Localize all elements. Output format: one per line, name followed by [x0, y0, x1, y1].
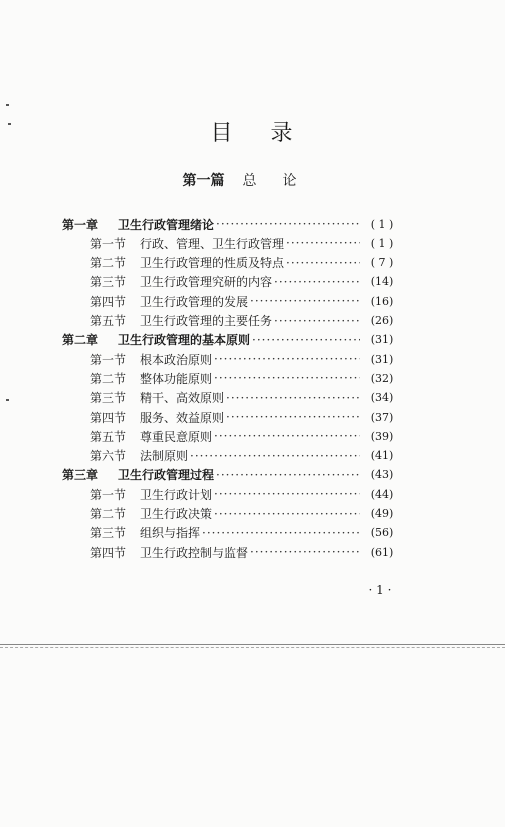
dot-leader: [274, 314, 360, 328]
dot-leader: [216, 217, 360, 231]
page-ref: (34): [370, 391, 394, 405]
page-ref: (41): [370, 449, 394, 463]
page-bottom-rule: [0, 644, 505, 648]
section-title: 卫生行政管理的性质及特点: [140, 256, 285, 271]
page-ref: ( 7 ): [370, 256, 394, 270]
section-label: 第三节: [90, 275, 127, 290]
toc-section-row: [90, 407, 402, 427]
section-title: 卫生行政管理的主要任务: [140, 314, 273, 328]
margin-mark: [6, 399, 9, 401]
chapter-label: 第一章: [62, 217, 99, 232]
section-title: 服务、效益原则: [140, 410, 225, 425]
section-title: 精干、高效原则: [140, 391, 225, 406]
page-ref: ( 1 ): [370, 217, 394, 231]
section-label: 第四节: [90, 294, 127, 309]
dot-leader: [226, 410, 360, 424]
section-title: 卫生行政控制与监督: [140, 545, 249, 560]
toc-section-row: [90, 523, 402, 543]
section-label: 第四节: [90, 410, 127, 425]
section-title: 行政、管理、卫生行政管理: [140, 236, 285, 251]
toc-section-row: [90, 349, 402, 369]
section-label: 第六节: [90, 449, 127, 464]
part-heading: [0, 170, 505, 190]
dot-leader: [274, 275, 360, 289]
page-ref: (44): [370, 487, 394, 501]
section-label: 第一节: [90, 236, 127, 251]
section-label: 第二节: [90, 256, 127, 271]
page-ref: (26): [370, 314, 394, 327]
chapter-label: 第三章: [62, 468, 99, 483]
toc-section-row: [90, 272, 402, 292]
toc-section-row: [90, 426, 402, 446]
margin-mark: [8, 123, 11, 125]
section-title: 卫生行政计划: [140, 487, 213, 502]
toc-section-row: [90, 291, 402, 311]
page-ref: (37): [370, 410, 394, 424]
section-title: 根本政治原则: [140, 352, 213, 367]
part-name: 总论: [242, 173, 323, 189]
toc-section-row: [90, 368, 402, 388]
section-label: 第一节: [90, 487, 127, 502]
chapter-label: 第二章: [62, 333, 99, 348]
toc-section-row: [90, 542, 402, 562]
page-ref: (56): [370, 526, 394, 540]
toc-section-row: [90, 446, 402, 466]
dot-leader: [226, 391, 360, 405]
section-title: 法制原则: [140, 449, 189, 464]
toc-section-row: [90, 504, 402, 524]
page-ref: (39): [370, 429, 394, 443]
dot-leader: [286, 256, 360, 270]
toc-section-row: [90, 311, 402, 331]
section-label: 第二节: [90, 371, 127, 386]
part-label: 第一篇: [182, 173, 225, 189]
page-ref: (32): [370, 371, 394, 385]
dot-leader: [214, 352, 360, 366]
page-ref: (49): [370, 507, 394, 520]
dot-leader: [252, 333, 360, 347]
section-label: 第三节: [90, 391, 127, 406]
toc-chapter-row: [62, 214, 402, 234]
page-ref: (31): [370, 352, 394, 366]
chapter-title: 卫生行政管理绪论: [118, 217, 215, 232]
page-ref: (31): [370, 333, 394, 347]
dot-leader: [250, 545, 360, 559]
page-number: · 1 ·: [368, 583, 392, 597]
dot-leader: [214, 371, 360, 385]
toc-section-row: [90, 233, 402, 253]
page-ref: ( 1 ): [370, 236, 394, 250]
page-ref: (43): [370, 468, 394, 482]
section-title: 整体功能原则: [140, 371, 213, 386]
section-label: 第五节: [90, 429, 127, 444]
toc-section-row: [90, 388, 402, 408]
chapter-title: 卫生行政管理过程: [118, 468, 215, 483]
section-title: 尊重民意原则: [140, 429, 213, 444]
section-label: 第三节: [90, 526, 127, 541]
section-label: 第四节: [90, 545, 127, 560]
page-ref: (61): [370, 545, 394, 559]
section-label: 第一节: [90, 352, 127, 367]
dot-leader: [202, 526, 360, 540]
section-label: 第五节: [90, 314, 127, 328]
dot-leader: [214, 487, 360, 501]
toc-chapter-row: [62, 330, 402, 350]
margin-mark: [6, 104, 9, 106]
section-title: 卫生行政决策: [140, 507, 213, 521]
dot-leader: [216, 468, 360, 482]
toc-section-row: [90, 484, 402, 504]
dot-leader: [190, 449, 360, 463]
page-title: [0, 116, 505, 147]
toc-section-row: [90, 253, 402, 273]
dot-leader: [214, 429, 360, 443]
title-char-1: 目: [210, 121, 235, 146]
section-title: 卫生行政管理的发展: [140, 294, 249, 309]
section-title: 卫生行政管理究研的内容: [140, 275, 273, 290]
title-char-2: 录: [270, 121, 295, 146]
toc-chapter-row: [62, 465, 402, 485]
dot-leader: [250, 294, 360, 308]
section-label: 第二节: [90, 507, 127, 521]
dot-leader: [214, 507, 360, 521]
chapter-title: 卫生行政管理的基本原则: [118, 333, 251, 348]
dot-leader: [286, 236, 360, 250]
section-title: 组织与指挥: [140, 526, 201, 541]
page-ref: (14): [370, 275, 394, 289]
page-ref: (16): [370, 294, 394, 308]
